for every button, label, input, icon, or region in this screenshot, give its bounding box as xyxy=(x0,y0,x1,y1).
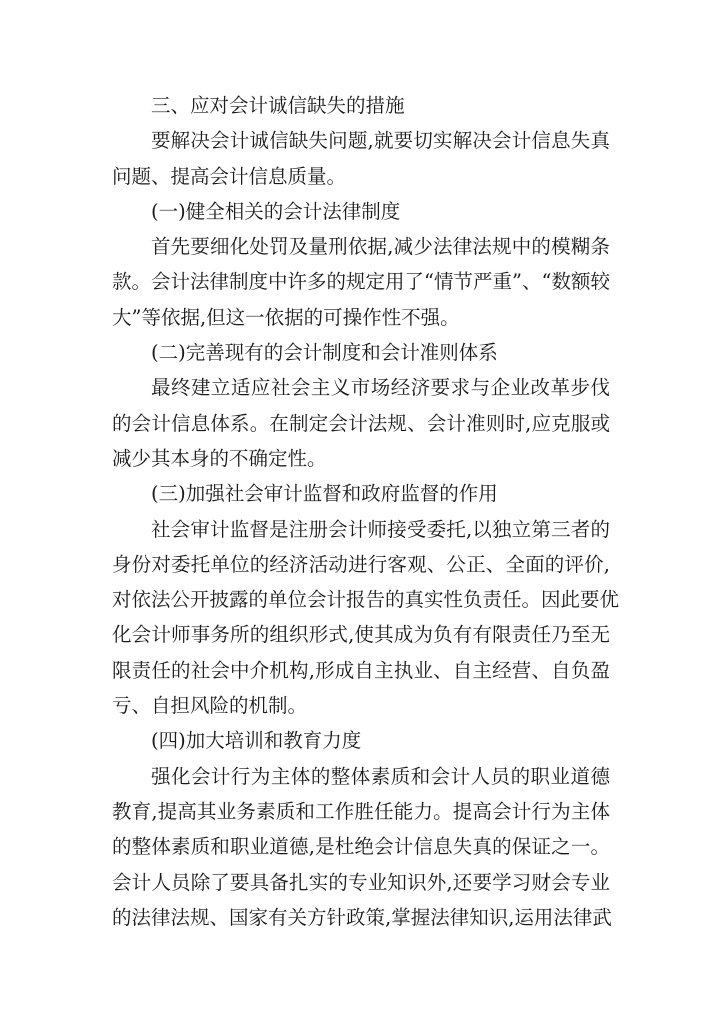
intro-line: 问题、提高会计信息质量。 xyxy=(112,164,347,188)
paragraph-line: 大”等依据,但这一依据的可操作性不强。 xyxy=(112,305,460,329)
paragraph-line: 化会计师事务所的组织形式,使其成为负有有限责任乃至无 xyxy=(112,623,610,647)
paragraph-line: 对依法公开披露的单位会计报告的真实性负责任。因此要优 xyxy=(112,588,620,612)
paragraph-line: 的整体素质和职业道德,是杜绝会计信息失真的保证之一。 xyxy=(112,835,610,859)
paragraph-line: 强化会计行为主体的整体素质和会计人员的职业道德 xyxy=(151,764,610,788)
paragraph-line: 减少其本身的不确定性。 xyxy=(112,446,327,470)
paragraph-line: 限责任的社会中介机构,形成自主执业、自主经营、自负盈 xyxy=(112,658,610,682)
paragraph-line: 社会审计监督是注册会计师接受委托,以独立第三者的 xyxy=(151,517,610,541)
paragraph-line: 首先要细化处罚及量刑依据,减少法律法规中的模糊条 xyxy=(151,235,610,259)
paragraph-line: 会计人员除了要具备扎实的专业知识外,还要学习财会专业 xyxy=(112,870,610,894)
paragraph-line: 款。会计法律制度中许多的规定用了“情节严重”、“数额较 xyxy=(112,270,610,294)
paragraph-line: 最终建立适应社会主义市场经济要求与企业改革步伐 xyxy=(151,376,610,400)
document-page xyxy=(112,88,620,935)
subsection-heading: (四)加大培训和教育力度 xyxy=(151,729,362,753)
paragraph-line: 亏、自担风险的机制。 xyxy=(112,694,308,718)
intro-line: 要解决会计诚信缺失问题,就要切实解决会计信息失真 xyxy=(151,129,610,153)
subsection-heading: (二)完善现有的会计制度和会计准则体系 xyxy=(151,341,498,365)
subsection-heading: (一)健全相关的会计法律制度 xyxy=(151,199,401,223)
subsection-heading: (三)加强社会审计监督和政府监督的作用 xyxy=(151,482,498,506)
paragraph-line: 的会计信息体系。在制定会计法规、会计准则时,应克服或 xyxy=(112,411,610,435)
section-heading: 三、应对会计诚信缺失的措施 xyxy=(151,94,405,117)
paragraph-line: 的法律法规、国家有关方针政策,掌握法律知识,运用法律武 xyxy=(112,905,612,929)
paragraph-line: 教育,提高其业务素质和工作胜任能力。提高会计行为主体 xyxy=(112,799,610,823)
paragraph-line: 身份对委托单位的经济活动进行客观、公正、全面的评价, xyxy=(112,552,610,576)
